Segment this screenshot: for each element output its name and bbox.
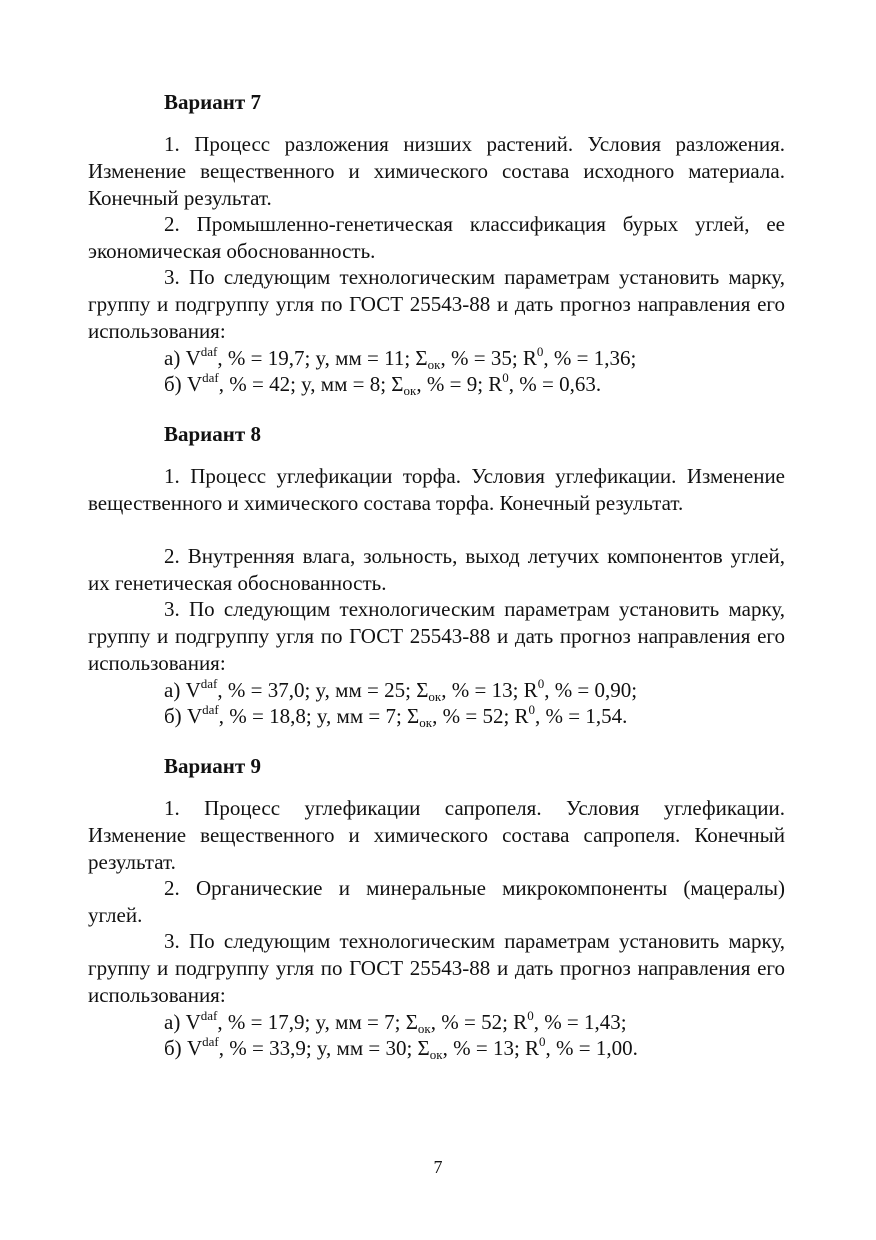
variant-9-option-a: а) $V^{daf}$, % = 17,9; y, мм = 7; $\Sigma_{ок}$, % = 52; $R^0$, % = 1,43;: [164, 1008, 627, 1036]
variant-9-option-b: б) $V^{daf}$, % = 33,9; y, мм = 30; $\Sigma_{ок}$, % = 13; $R^0$, % = 1,00.: [164, 1034, 638, 1062]
variant-7-question-2: 2. Промышленно-генетическая классификация бурых углей, ее экономическая обоснованность.: [88, 212, 785, 263]
variant-8-question-2: 2. Внутренняя влага, зольность, выход летучих компонентов углей, их генетическая обоснованность.: [88, 544, 785, 595]
page-number: 7: [433, 1157, 443, 1177]
variant-7-question-1: 1. Процесс разложения низших растений. Условия разложения. Изменение вещественного и химического состава исходного материала. Конечный результат.: [88, 132, 785, 210]
variant-9-heading: Вариант 9: [164, 754, 261, 778]
variant-8-option-a: а) $V^{daf}$, % = 37,0; y, мм = 25; $\Sigma_{ок}$, % = 13; $R^0$, % = 0,90;: [164, 676, 638, 704]
variant-8-option-b: б) $V^{daf}$, % = 18,8; y, мм = 7; $\Sigma_{ок}$, % = 52; $R^0$, % = 1,54.: [164, 702, 628, 730]
variant-7-option-a: а) $V^{daf}$, % = 19,7; y, мм = 11; $\Sigma_{ок}$, % = 35; $R^0$, % = 1,36;: [164, 344, 637, 372]
variant-8-question-3: 3. По следующим технологическим параметрам установить марку, группу и подгруппу угля по ГОСТ 25543-88 и дать прогноз направления его использования:: [88, 597, 785, 675]
variant-8-heading: Вариант 8: [164, 422, 261, 446]
variant-9-question-2: 2. Органические и минеральные микрокомпоненты (мацералы) углей.: [88, 876, 785, 927]
variant-8-question-1: 1. Процесс углефикации торфа. Условия углефикации. Изменение вещественного и химического состава торфа. Конечный результат.: [88, 464, 785, 515]
variant-9-question-3: 3. По следующим технологическим параметрам установить марку, группу и подгруппу угля по ГОСТ 25543-88 и дать прогноз направления его использования:: [88, 929, 785, 1007]
variant-7-heading: Вариант 7: [164, 90, 261, 114]
variant-7-question-3: 3. По следующим технологическим параметрам установить марку, группу и подгруппу угля по ГОСТ 25543-88 и дать прогноз направления его использования:: [88, 265, 785, 343]
variant-9-question-1: 1. Процесс углефикации сапропеля. Условия углефикации. Изменение вещественного и химического состава сапропеля. Конечный результат.: [88, 796, 785, 874]
variant-7-option-b: б) $V^{daf}$, % = 42; y, мм = 8; $\Sigma_{ок}$, % = 9; $R^0$, % = 0,63.: [164, 370, 602, 398]
